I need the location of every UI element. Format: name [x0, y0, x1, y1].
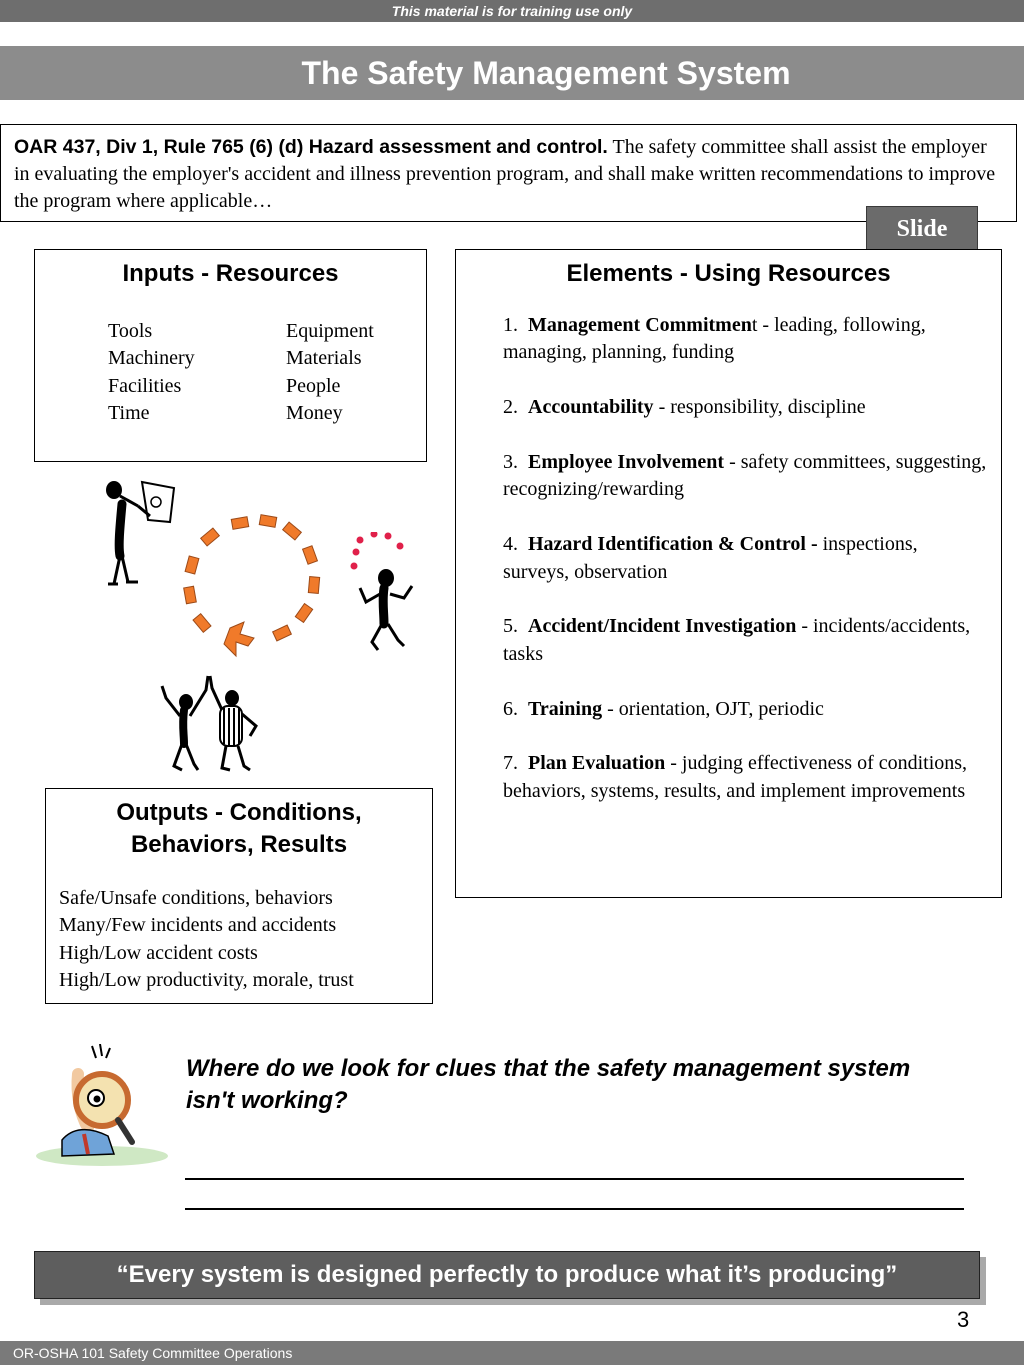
inputs-grid: [108, 318, 406, 428]
rule-text: The safety committee shall assist the employer in evaluating the employer's accident and illness prevention program, and shall make written recommendations to improve the program where applicable…: [14, 136, 996, 212]
outputs-title: Outputs - Conditions, Behaviors, Results: [116, 799, 362, 858]
celebrating-figures-icon: [158, 670, 264, 776]
answer-line: [185, 1208, 964, 1210]
page-title-bar: [0, 46, 1024, 100]
output-item: High/Low productivity, morale, trust: [59, 969, 354, 992]
input-item: Time: [108, 402, 150, 425]
element-item: 1. Management Commitment - leading, following, managing, planning, funding: [503, 314, 926, 364]
elements-title: Elements - Using Resources: [566, 260, 891, 287]
input-item: Machinery: [108, 347, 195, 370]
output-item: High/Low accident costs: [59, 941, 258, 964]
element-name: Plan Evaluation: [528, 752, 666, 775]
element-item: 4. Hazard Identification & Control - inspections, surveys, observation: [503, 533, 918, 583]
element-item: 6. Training - orientation, OJT, periodic: [503, 697, 824, 720]
element-name: Employee Involvement: [528, 451, 725, 473]
element-desc: - orientation, OJT, periodic: [602, 697, 824, 720]
element-item: 5. Accident/Incident Investigation - incidents/accidents, tasks: [503, 615, 971, 665]
juggler-figure-icon: [346, 532, 426, 656]
rule-box: [0, 124, 1017, 222]
question-text: Where do we look for clues that the safety management system isn't working?: [186, 1055, 911, 1114]
input-item: Materials: [286, 347, 362, 370]
element-name: Training: [528, 697, 603, 720]
input-item: Equipment: [286, 320, 374, 342]
input-item: People: [286, 374, 341, 397]
outputs-list: [59, 885, 432, 995]
element-desc: - judging effectiveness of conditions, behaviors, systems, results, and implement improvements: [503, 752, 968, 802]
element-name: Accountability: [528, 396, 654, 419]
element-desc: - leading, following, managing, planning, funding: [503, 314, 926, 364]
inputs-title: Inputs - Resources: [122, 260, 339, 287]
page-title: The Safety Management System: [301, 55, 791, 91]
output-item: Safe/Unsafe conditions, behaviors: [59, 887, 333, 909]
outputs-box: [45, 788, 433, 1004]
inputs-box: [34, 249, 427, 462]
element-item: 3. Employee Involvement - safety committees, suggesting, recognizing/rewarding: [503, 451, 987, 501]
page-number: 3: [957, 1307, 970, 1332]
cycle-arrows-icon: [178, 510, 328, 670]
element-desc: inspections, surveys, observation: [503, 533, 918, 583]
output-item: Many/Few incidents and accidents: [59, 914, 337, 937]
element-name: Hazard Identification & Control -: [528, 533, 818, 556]
detective-magnifier-icon: [22, 1044, 172, 1170]
training-banner: This material is for training use only: [0, 0, 1024, 22]
element-desc: - safety committees, suggesting, recognizing/rewarding: [503, 451, 987, 501]
input-item: Money: [286, 402, 343, 425]
rule-heading: OAR 437, Div 1, Rule 765 (6) (d) Hazard assessment and control.: [14, 136, 608, 158]
element-name: Accident/Incident Investigation: [528, 615, 797, 638]
input-item: Facilities: [108, 374, 182, 397]
quote-bar: “Every system is designed perfectly to produce what it’s producing”: [34, 1251, 980, 1299]
element-item: 7. Plan Evaluation - judging effectiveness of conditions, behaviors, systems, results, and implement improvements: [503, 752, 968, 802]
footer: OR-OSHA 101 Safety Committee Operations: [0, 1341, 1024, 1365]
element-item: 2. Accountability - responsibility, discipline: [503, 396, 866, 419]
element-desc: - responsibility, discipline: [653, 396, 866, 419]
figure-with-sign-icon: [98, 476, 180, 588]
input-item: Tools: [108, 320, 153, 342]
element-desc: - incidents/accidents, tasks: [503, 615, 971, 665]
elements-box: [455, 249, 1002, 898]
element-name: Management Commitmen: [528, 314, 752, 336]
elements-list: [503, 312, 1001, 805]
answer-line: [185, 1178, 964, 1180]
slide-label: Slide: [866, 206, 978, 251]
